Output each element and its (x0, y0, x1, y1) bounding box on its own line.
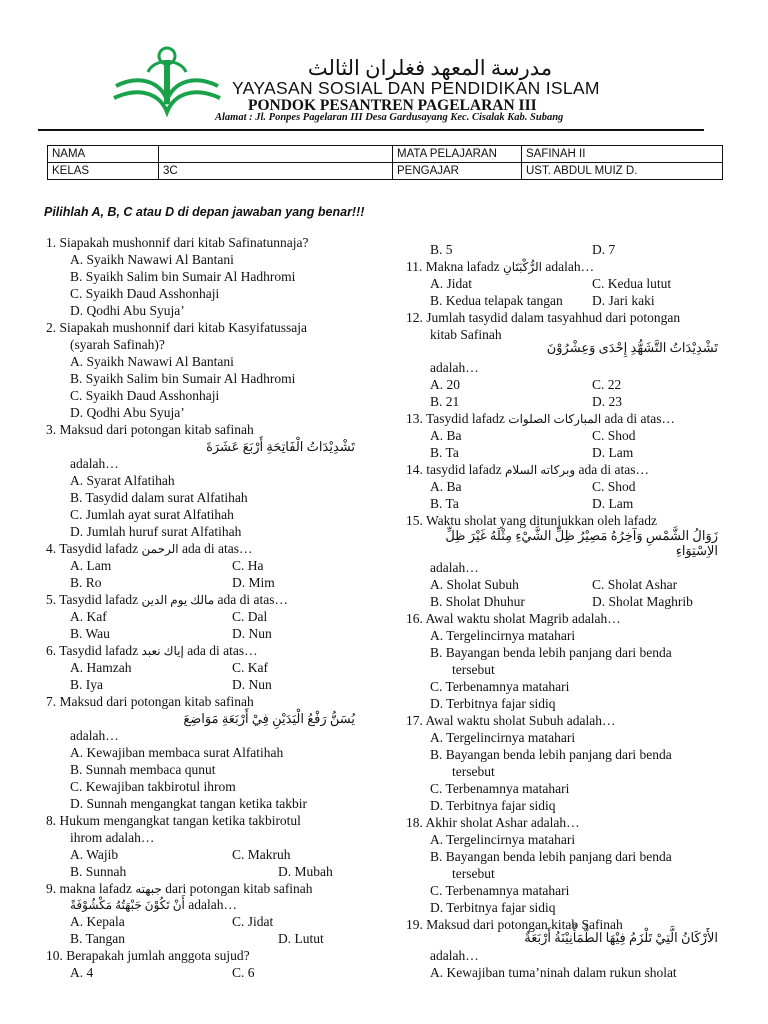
arabic-quote: زَوَالُ الشَّمْسِ وَآخِرُهُ مَصِيْرُ ظِلِّ الشَّيْءِ مِثْلَهُ غَيْرَ ظِلِّ (445, 528, 718, 543)
nama-field[interactable] (159, 146, 393, 163)
option-c: C. Terbenamnya matahari (430, 883, 570, 898)
option-d: D. Qodhi Abu Syuja’ (70, 303, 185, 318)
option-a: A. Syarat Alfatihah (70, 473, 175, 488)
question-stem-cont (70, 897, 237, 913)
arabic-word: إياك نعبد (141, 644, 184, 658)
kelas-label: KELAS (48, 163, 159, 180)
option-c: C. 6 (232, 965, 255, 980)
arabic-quote: تَشْدِيْدَاتُ التَّشَهُّدِ إِحْدَى وَعِشْرُوْنَ (546, 340, 718, 355)
pengajar-value: UST. ABDUL MUIZ D. (522, 163, 723, 180)
info-row-2 (48, 163, 723, 180)
option-c: C. Shod (592, 479, 636, 494)
stem-post: ada di atas… (214, 592, 288, 607)
question-stem: 19. Maksud dari potongan kitab Safinah (406, 917, 623, 932)
option-d: D. Lam (592, 445, 634, 460)
option-a: A. 20 (430, 377, 460, 392)
option-a: A. Tergelincirnya matahari (430, 730, 576, 745)
question-stem-cont: kitab Safinah (430, 327, 502, 342)
logo-book-icon (110, 42, 225, 122)
stem-post: adalah… (542, 259, 595, 274)
option-a: A. Ba (430, 479, 462, 494)
question-stem: 15. Waktu sholat yang ditunjukkan oleh lafadz (406, 513, 657, 528)
option-d: D. Lam (592, 496, 634, 511)
option-c: C. Shod (592, 428, 636, 443)
question-stem: 1. Siapakah mushonnif dari kitab Safinatunnaja? (46, 235, 309, 250)
arabic-quote: يُسَنُّ رَفْعُ الْيَدَيْنِ فِيْ أَرْبَعَةِ مَوَاضِعَ (183, 711, 355, 726)
option-b: B. Tasydid dalam surat Alfatihah (70, 490, 248, 505)
option-b: B. Ta (430, 445, 459, 460)
option-b-cont: tersebut (452, 866, 495, 881)
option-c: C. Makruh (232, 847, 291, 862)
option-d: D. Terbitnya fajar sidiq (430, 798, 556, 813)
option-a: A. Kewajiban membaca surat Alfatihah (70, 745, 284, 760)
option-d: D. Terbitnya fajar sidiq (430, 900, 556, 915)
question-stem (46, 643, 258, 659)
question-stem: 7. Maksud dari potongan kitab safinah (46, 694, 254, 709)
option-d: D. Mim (232, 575, 275, 590)
option-a: A. Hamzah (70, 660, 132, 675)
question-tail: adalah… (430, 360, 479, 375)
question-stem: 2. Siapakah mushonnif dari kitab Kasyifatussaja (46, 320, 307, 335)
question-stem (46, 541, 253, 557)
pengajar-label: PENGAJAR (393, 163, 522, 180)
option-d: D. Qodhi Abu Syuja’ (70, 405, 185, 420)
option-b: B. Sunnah membaca qunut (70, 762, 216, 777)
option-a: A. Syaikh Nawawi Al Bantani (70, 354, 234, 369)
option-a: A. Tergelincirnya matahari (430, 628, 576, 643)
option-d: D. Jumlah huruf surat Alfatihah (70, 524, 242, 539)
option-d: D. Lutut (278, 931, 324, 946)
option-b: B. Sholat Dhuhur (430, 594, 525, 609)
arabic-word: الرُّكْبَتَانِ (502, 260, 543, 274)
school-logo (110, 42, 225, 122)
question-stem: 10. Berapakah jumlah anggota sujud? (46, 948, 250, 963)
arabic-word: مالك يوم الدين (141, 593, 215, 607)
option-a: A. Kaf (70, 609, 107, 624)
option-b: B. 21 (430, 394, 460, 409)
stem-pre: 14. tasydid lafadz (406, 462, 505, 477)
option-a: A. 4 (70, 965, 94, 980)
option-b: B. Syaikh Salim bin Sumair Al Hadhromi (70, 371, 296, 386)
arabic-word: المباركات الصلوات (508, 412, 602, 426)
option-d: D. Sholat Maghrib (592, 594, 693, 609)
option-d: D. Sunnah mengangkat tangan ketika takbir (70, 796, 307, 811)
option-c: C. 22 (592, 377, 622, 392)
option-d: D. 23 (592, 394, 622, 409)
option-b: B. Bayangan benda lebih panjang dari benda (430, 747, 672, 762)
question-tail: adalah… (430, 948, 479, 963)
instruction: Pilihlah A, B, C atau D di depan jawaban yang benar!!! (44, 205, 365, 219)
stem-post: ada di atas… (575, 462, 650, 477)
stem-pre: 11. Makna lafadz (406, 259, 503, 274)
stem-post: ada di atas… (183, 643, 258, 658)
question-tail: adalah… (184, 897, 237, 912)
nama-label: NAMA (48, 146, 159, 163)
option-c: C. Ha (232, 558, 264, 573)
question-stem: 3. Maksud dari potongan kitab safinah (46, 422, 254, 437)
arabic-quote: الأَرْكَانُ الَّتِيْ تَلْزَمُ فِيْهَا الطُّمَأْنِيْنَةُ أَرْبَعَةٌ (524, 930, 718, 945)
option-b: B. Sunnah (70, 864, 127, 879)
question-stem: 8. Hukum mengangkat tangan ketika takbirotul (46, 813, 301, 828)
option-c: C. Syaikh Daud Asshonhaji (70, 286, 220, 301)
option-c: C. Dal (232, 609, 268, 624)
arabic-word: جبهته (135, 882, 162, 896)
option-c: C. Kaf (232, 660, 268, 675)
question-stem: 12. Jumlah tasydid dalam tasyahhud dari potongan (406, 310, 681, 325)
question-stem: 17. Awal waktu sholat Subuh adalah… (406, 713, 616, 728)
option-a: A. Ba (430, 428, 462, 443)
option-c: C. Terbenamnya matahari (430, 781, 570, 796)
option-b: B. Bayangan benda lebih panjang dari benda (430, 849, 672, 864)
mapel-value: SAFINAH II (522, 146, 723, 163)
info-table (47, 145, 723, 180)
option-c: C. Syaikh Daud Asshonhaji (70, 388, 220, 403)
option-a: A. Sholat Subuh (430, 577, 519, 592)
question-stem: 16. Awal waktu sholat Magrib adalah… (406, 611, 621, 626)
option-a: A. Lam (70, 558, 112, 573)
stem-pre: 13. Tasydid lafadz (406, 411, 509, 426)
question-stem-cont: (syarah Safinah)? (70, 337, 165, 352)
option-c: C. Sholat Ashar (592, 577, 678, 592)
option-b: B. Syaikh Salim bin Sumair Al Hadhromi (70, 269, 296, 284)
option-b: B. 5 (430, 242, 453, 257)
question-stem (46, 592, 288, 608)
option-c: C. Terbenamnya matahari (430, 679, 570, 694)
option-a: A. Kepala (70, 914, 125, 929)
arabic-word: الرحمن (141, 542, 179, 556)
mapel-label: MATA PELAJARAN (393, 146, 522, 163)
option-d: D. Nun (232, 626, 272, 641)
question-stem-cont: ihrom adalah… (70, 830, 155, 845)
option-d: D. Nun (232, 677, 272, 692)
header-divider (38, 129, 704, 131)
option-c: C. Jumlah ayat surat Alfatihah (70, 507, 234, 522)
option-b: B. Tangan (70, 931, 126, 946)
option-b: B. Bayangan benda lebih panjang dari benda (430, 645, 672, 660)
info-row-1 (48, 146, 723, 163)
kelas-value: 3C (159, 163, 393, 180)
option-c: C. Kewajiban takbirotul ihrom (70, 779, 236, 794)
option-a: A. Tergelincirnya matahari (430, 832, 576, 847)
option-a: A. Kewajiban tuma’ninah dalam rukun sholat (430, 965, 677, 980)
header-foundation: YAYASAN SOSIAL DAN PENDIDIKAN ISLAM (232, 78, 600, 98)
option-b: B. Iya (70, 677, 103, 692)
option-d: D. Jari kaki (592, 293, 655, 308)
header-address: Alamat : Jl. Ponpes Pagelaran III Desa Gardusayang Kec. Cisalak Kab. Subang (215, 112, 564, 123)
option-b: B. Ro (70, 575, 102, 590)
question-stem (46, 881, 313, 897)
header-pondok: PONDOK PESANTREN PAGELARAN III (248, 97, 537, 114)
stem-post: dari potongan kitab safinah (161, 881, 313, 896)
stem-post: ada di atas… (601, 411, 676, 426)
arabic-quote-cont: الاِسْتِوَاءِ (675, 543, 718, 558)
stem-pre: 4. Tasydid lafadz (46, 541, 142, 556)
stem-post: ada di atas… (178, 541, 253, 556)
option-b: B. Ta (430, 496, 459, 511)
option-d: D. Terbitnya fajar sidiq (430, 696, 556, 711)
question-tail: adalah… (70, 456, 119, 471)
question-tail: adalah… (430, 560, 479, 575)
option-a: A. Syaikh Nawawi Al Bantani (70, 252, 234, 267)
stem-pre: 6. Tasydid lafadz (46, 643, 142, 658)
question-tail: adalah… (70, 728, 119, 743)
question-stem (406, 411, 675, 427)
question-stem: 18. Akhir sholat Ashar adalah… (406, 815, 580, 830)
stem-pre: 5. Tasydid lafadz (46, 592, 142, 607)
option-b-cont: tersebut (452, 662, 495, 677)
option-a: A. Wajib (70, 847, 119, 862)
arabic-quote: تَشْدِيْدَاتُ الْفَاتِحَةِ أَرْبَعَ عَشَرَةَ (206, 439, 355, 454)
option-b-cont: tersebut (452, 764, 495, 779)
question-stem (406, 259, 594, 275)
option-b: B. Kedua telapak tangan (430, 293, 563, 308)
arabic-word: وبركاته السلام (504, 463, 576, 477)
arabic-quote: أَنْ تَكُوْنَ جَبْهَتُهُ مَكْشُوْفَةً (70, 898, 185, 912)
option-a: A. Jidat (430, 276, 472, 291)
stem-pre: 9. makna lafadz (46, 881, 136, 896)
header-arabic-title: مدرسة المعهد فغلران الثالث (307, 56, 553, 80)
option-d: D. Mubah (278, 864, 333, 879)
option-d: D. 7 (592, 242, 616, 257)
question-stem (406, 462, 649, 478)
option-c: C. Kedua lutut (592, 276, 672, 291)
option-b: B. Wau (70, 626, 110, 641)
option-c: C. Jidat (232, 914, 274, 929)
